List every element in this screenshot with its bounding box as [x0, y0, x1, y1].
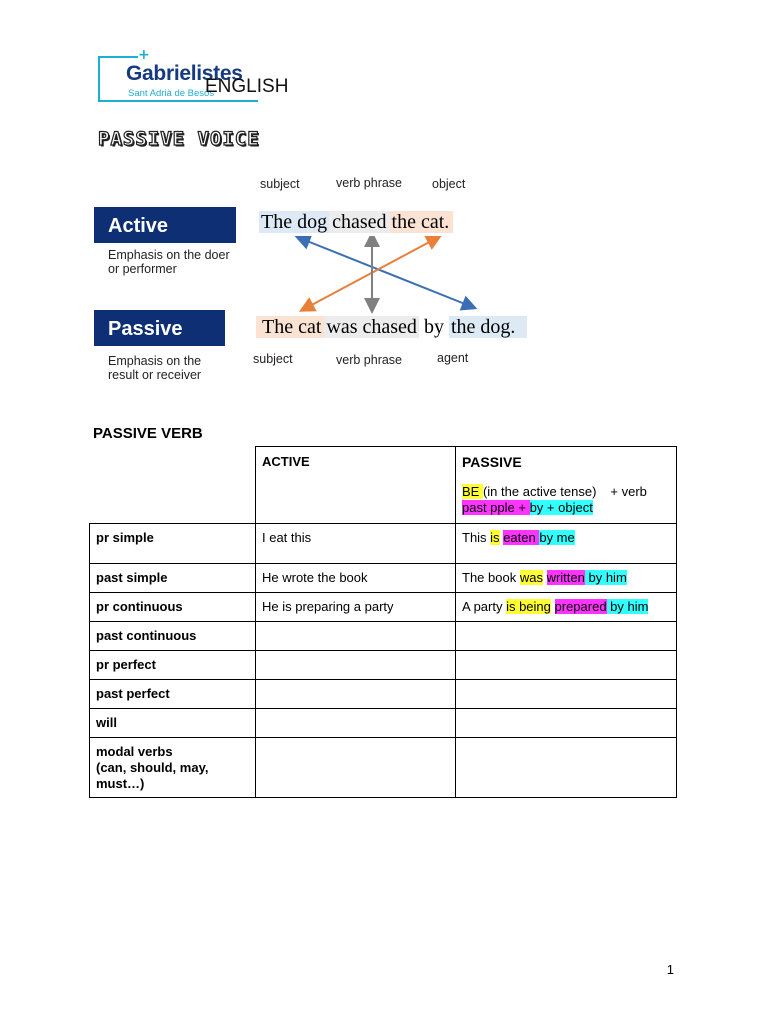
page-title: PASSIVE VOICE [98, 128, 260, 150]
passive-part-by: by me [539, 530, 575, 545]
passive-example-cell [456, 524, 677, 564]
tense-cell: will [90, 709, 256, 738]
passive-part-pp: prepared [554, 599, 607, 614]
top-label-verb-phrase: verb phrase [336, 176, 403, 190]
passive-verb-table [89, 446, 677, 798]
tense-cell: pr simple [90, 524, 256, 564]
bottom-label-agent: agent [437, 351, 469, 365]
table-row [90, 680, 677, 709]
table-row [90, 593, 677, 622]
passive-agent: the dog. [449, 316, 527, 338]
school-logo [98, 47, 298, 108]
tense-cell: past continuous [90, 622, 256, 651]
active-example-cell [256, 622, 456, 651]
passive-part-be: was [519, 570, 543, 585]
passive-subject: The cat [256, 316, 324, 338]
formula-be: BE [462, 484, 483, 499]
table-row [90, 622, 677, 651]
table-row [90, 738, 677, 798]
page-number: 1 [666, 962, 674, 977]
passive-part-pp: eaten [503, 530, 540, 545]
active-label-box: Active [94, 207, 236, 243]
passive-part-be: is being [506, 599, 551, 614]
tense-cell: past simple [90, 564, 256, 593]
passive-part-mid [551, 599, 555, 614]
passive-example-cell [456, 593, 677, 622]
passive-formula [462, 484, 670, 516]
active-example-cell [256, 738, 456, 798]
passive-part-pre: A party [462, 599, 507, 614]
passive-example-cell [456, 709, 677, 738]
tense-cell: pr continuous [90, 593, 256, 622]
logo-subtitle: Sant Adrià de Besòs [128, 88, 215, 99]
passive-part-by: by him [606, 599, 649, 614]
active-example-cell [256, 680, 456, 709]
passive-by: by [423, 316, 444, 338]
passive-example-cell [456, 651, 677, 680]
active-example-cell [256, 651, 456, 680]
passive-part-by: by him [584, 570, 627, 585]
active-object: the cat. [390, 211, 454, 233]
active-example-cell: He is preparing a party [256, 593, 456, 622]
active-example-cell: I eat this [256, 524, 456, 564]
formula-past-pple: past pple + [462, 500, 530, 515]
transformation-arrows [250, 236, 490, 316]
tense-cell: past perfect [90, 680, 256, 709]
logo-english-text: ENGLISH [205, 76, 289, 97]
passive-part-pre: This [462, 530, 491, 545]
table-header-row [90, 447, 677, 524]
bottom-label-subject: subject [253, 352, 293, 366]
passive-part-pre: The book [462, 570, 520, 585]
tense-cell: pr perfect [90, 651, 256, 680]
active-example-cell: He wrote the book [256, 564, 456, 593]
passive-example-cell [456, 564, 677, 593]
table-row [90, 564, 677, 593]
formula-plus-verb: + verb [610, 484, 647, 499]
active-emphasis: Emphasis on the doer or performer [108, 248, 230, 276]
table-row [90, 651, 677, 680]
passive-example-cell [456, 622, 677, 651]
passive-sentence [256, 311, 527, 343]
logo-plus-icon: + [138, 47, 150, 63]
passive-emphasis: Emphasis on the result or receiver [108, 354, 202, 382]
passive-part-pp: written [546, 570, 585, 585]
active-example-cell [256, 709, 456, 738]
table-row [90, 709, 677, 738]
active-sentence [259, 206, 453, 238]
formula-in-active: (in the active tense) [482, 484, 597, 499]
bottom-label-verb-phrase: verb phrase [336, 353, 403, 367]
top-label-subject: subject [260, 177, 300, 191]
header-passive: PASSIVE [462, 454, 522, 470]
formula-by-object: by + object [529, 500, 593, 515]
active-verb: chased [329, 211, 389, 233]
logo-name: Gabrielistes [126, 62, 243, 85]
top-label-object: object [432, 177, 466, 191]
passive-example-cell [456, 738, 677, 798]
header-active: ACTIVE [256, 447, 456, 524]
passive-verb: was chased [326, 316, 417, 338]
section-heading: PASSIVE VERB [93, 425, 203, 442]
table-body [90, 524, 677, 798]
passive-example-cell [456, 680, 677, 709]
header-passive-cell [456, 447, 677, 524]
table-row [90, 524, 677, 564]
active-subject: The dog [261, 211, 328, 233]
passive-label-box: Passive [94, 310, 225, 346]
passive-part-be: is [490, 530, 500, 545]
header-empty-cell [90, 447, 256, 524]
tense-cell: modal verbs (can, should, may, must…) [90, 738, 256, 798]
